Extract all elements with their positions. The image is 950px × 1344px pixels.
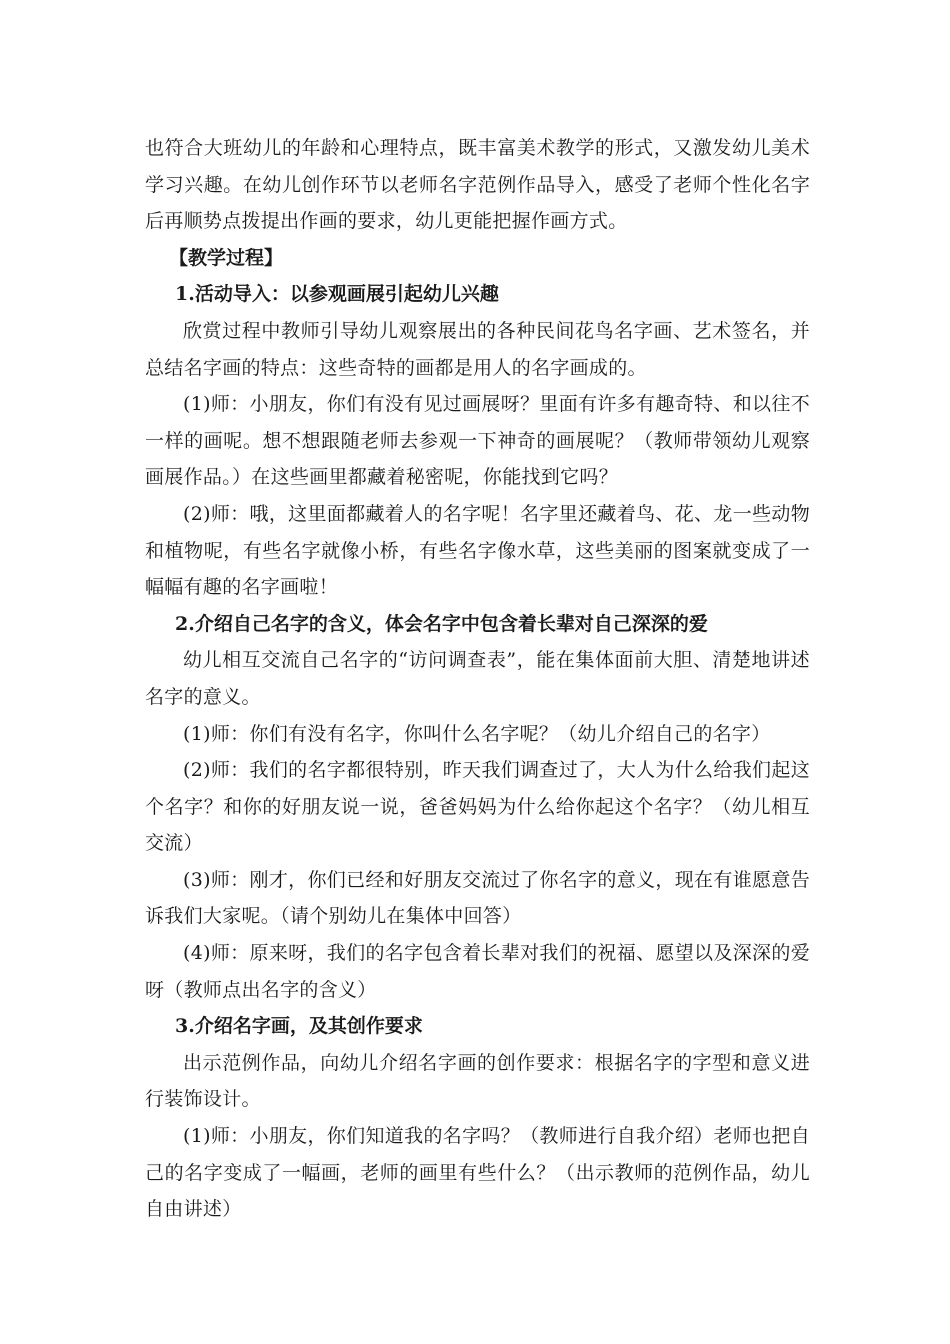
- subheading-name-painting: 3.介绍名字画，及其创作要求: [175, 1015, 423, 1038]
- paragraph-name-q2: (2)师：我们的名字都很特别，昨天我们调查过了，大人为什么给我们起这个名字？和你的好朋友说一说，爸爸妈妈为什么给你起这个名字？（幼儿相互交流）: [145, 759, 810, 855]
- subheading-name-meaning: 2.介绍自己名字的含义，体会名字中包含着长辈对自己深深的爱: [175, 612, 708, 635]
- paragraph-show-examples: 出示范例作品，向幼儿介绍名字画的创作要求：根据名字的字型和意义进行装饰设计。: [145, 1051, 810, 1111]
- paragraph-teacher-q2: (2)师：哦，这里面都藏着人的名字呢！名字里还藏着鸟、花、龙一些动物和植物呢，有些名字就像小桥，有些名字像水草，这些美丽的图案就变成了一幅幅有趣的名字画啦！: [145, 502, 810, 599]
- paragraph-intro-continuation: 也符合大班幼儿的年龄和心理特点，既丰富美术教学的形式，又激发幼儿美术学习兴趣。在幼儿创作环节以老师名字范例作品导入，感受了老师个性化名字后再顺势点拨提出作画的要求，幼儿更能把握作画方式。: [145, 137, 810, 233]
- subheading-activity-intro: 1.活动导入：以参观画展引起幼儿兴趣: [175, 283, 499, 306]
- document-page: [145, 130, 810, 1228]
- paragraph-appreciation: 欣赏过程中教师引导幼儿观察展出的各种民间花鸟名字画、艺术签名，并总结名字画的特点：这些奇特的画都是用人的名字画成的。: [145, 319, 810, 379]
- paragraph-name-q4: (4)师：原来呀，我们的名字包含着长辈对我们的祝福、愿望以及深深的爱呀（教师点出名字的含义）: [145, 942, 810, 1001]
- paragraph-teacher-q1: (1)师：小朋友，你们有没有见过画展呀？里面有许多有趣奇特、和以往不一样的画呢。想不想跟随老师去参观一下神奇的画展呢？（教师带领幼儿观察画展作品。）在这些画里都藏着秘密呢，你能找到它吗？: [145, 393, 810, 489]
- paragraph-painting-q1: (1)师：小朋友，你们知道我的名字吗？（教师进行自我介绍）老师也把自己的名字变成了一幅画，老师的画里有些什么？（出示教师的范例作品，幼儿自由讲述）: [145, 1125, 810, 1221]
- section-heading-teaching-process: 【教学过程】: [169, 246, 284, 269]
- paragraph-exchange-survey: 幼儿相互交流自己名字的“访问调查表”，能在集体面前大胆、清楚地讲述名字的意义。: [145, 649, 810, 708]
- paragraph-name-q3: (3)师：刚才，你们已经和好朋友交流过了你名字的意义，现在有谁愿意告诉我们大家呢。（请个别幼儿在集体中回答）: [145, 868, 810, 928]
- paragraph-name-q1: (1)师：你们有没有名字，你叫什么名字呢？（幼儿介绍自己的名字）: [183, 722, 771, 745]
